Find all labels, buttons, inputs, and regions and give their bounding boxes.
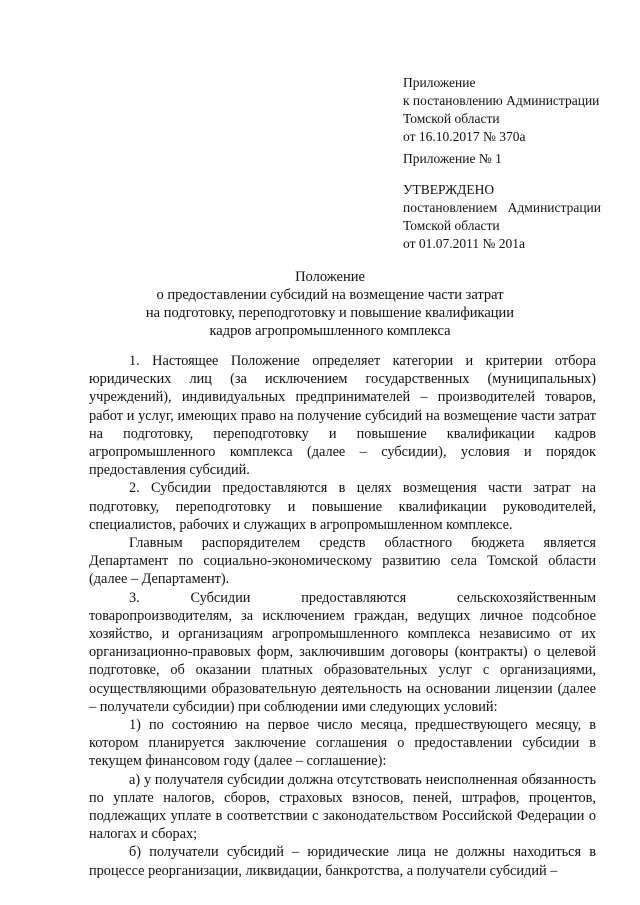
- appendix-line: Томской области: [403, 111, 500, 126]
- approval-line: постановлением Администрации: [403, 200, 601, 215]
- approval-line: Томской области: [403, 218, 500, 233]
- paragraph: 1) по состоянию на первое число месяца, предшествующего месяцу, в котором планируется заключение соглашения о предоставлении субсидии в текущем финансовом году (далее – соглашение):: [89, 717, 596, 770]
- paragraph: а) у получателя субсидии должна отсутствовать неисполненная обязанность по уплате налогов, сборов, страховых взносов, пеней, штрафов, процентов, подлежащих уплате в соответствии с законодательством Российской Федерации о налогах и сборах;: [89, 771, 596, 843]
- title-line: о предоставлении субсидий на возмещение части затрат: [156, 287, 504, 303]
- title-line: кадров агропромышленного комплекса: [209, 323, 451, 339]
- appendix-number-line: Приложение № 1: [403, 151, 502, 166]
- appendix-line: от 16.10.2017 № 370а: [403, 129, 526, 144]
- document-title: [90, 268, 570, 340]
- paragraph: б) получатели субсидий – юридические лица не должны находиться в процессе реорганизации, ликвидации, банкротства, а получатели субсидий –: [89, 844, 596, 879]
- appendix-line: к постановлению Администрации: [403, 93, 600, 108]
- appendix-line: Приложение: [403, 75, 476, 90]
- paragraph: 2. Субсидии предоставляются в целях возмещения части затрат на подготовку, переподготовку и повышение квалификации руководителей, специалистов, рабочих и служащих в агропромышленном комплексе.: [89, 480, 596, 533]
- appendix-header: [403, 74, 601, 146]
- approval-line: УТВЕРЖДЕНО: [403, 182, 495, 197]
- paragraph: 3. Субсидии предоставляются сельскохозяйственным товаропроизводителям, за исключением граждан, ведущих личное подсобное хозяйство, и организациям агропромышленного комплекса независимо от их организационно-правовых форм, заключившим договоры (контракты) о целевой подготовке, об оказании платных образовательных услуг с организациями, осуществляющими образовательную деятельность на основании лицензии (далее – получатели субсидии) при соблюдении ими следующих условий:: [89, 589, 596, 715]
- paragraph: Главным распорядителем средств областного бюджета является Департамент по социально-экономическому развитию села Томской области (далее – Департамент).: [89, 535, 596, 588]
- approval-line: от 01.07.2011 № 201а: [403, 236, 525, 251]
- document-body: [89, 352, 596, 880]
- title-line: Положение: [295, 269, 365, 285]
- appendix-number: [403, 150, 601, 168]
- paragraph: 1. Настоящее Положение определяет категории и критерии отбора юридических лиц (за исключением государственных (муниципальных) учреждений), индивидуальных предпринимателей – производителей товаров, работ и услуг, имеющих право на получение субсидий на возмещение части затрат на подготовку, переподготовку и повышение квалификации кадров агропромышленного комплекса (далее – субсидии), условия и порядок предоставления субсидий.: [89, 353, 596, 479]
- approval-block: [403, 181, 601, 253]
- title-line: на подготовку, переподготовку и повышение квалификации: [145, 305, 515, 321]
